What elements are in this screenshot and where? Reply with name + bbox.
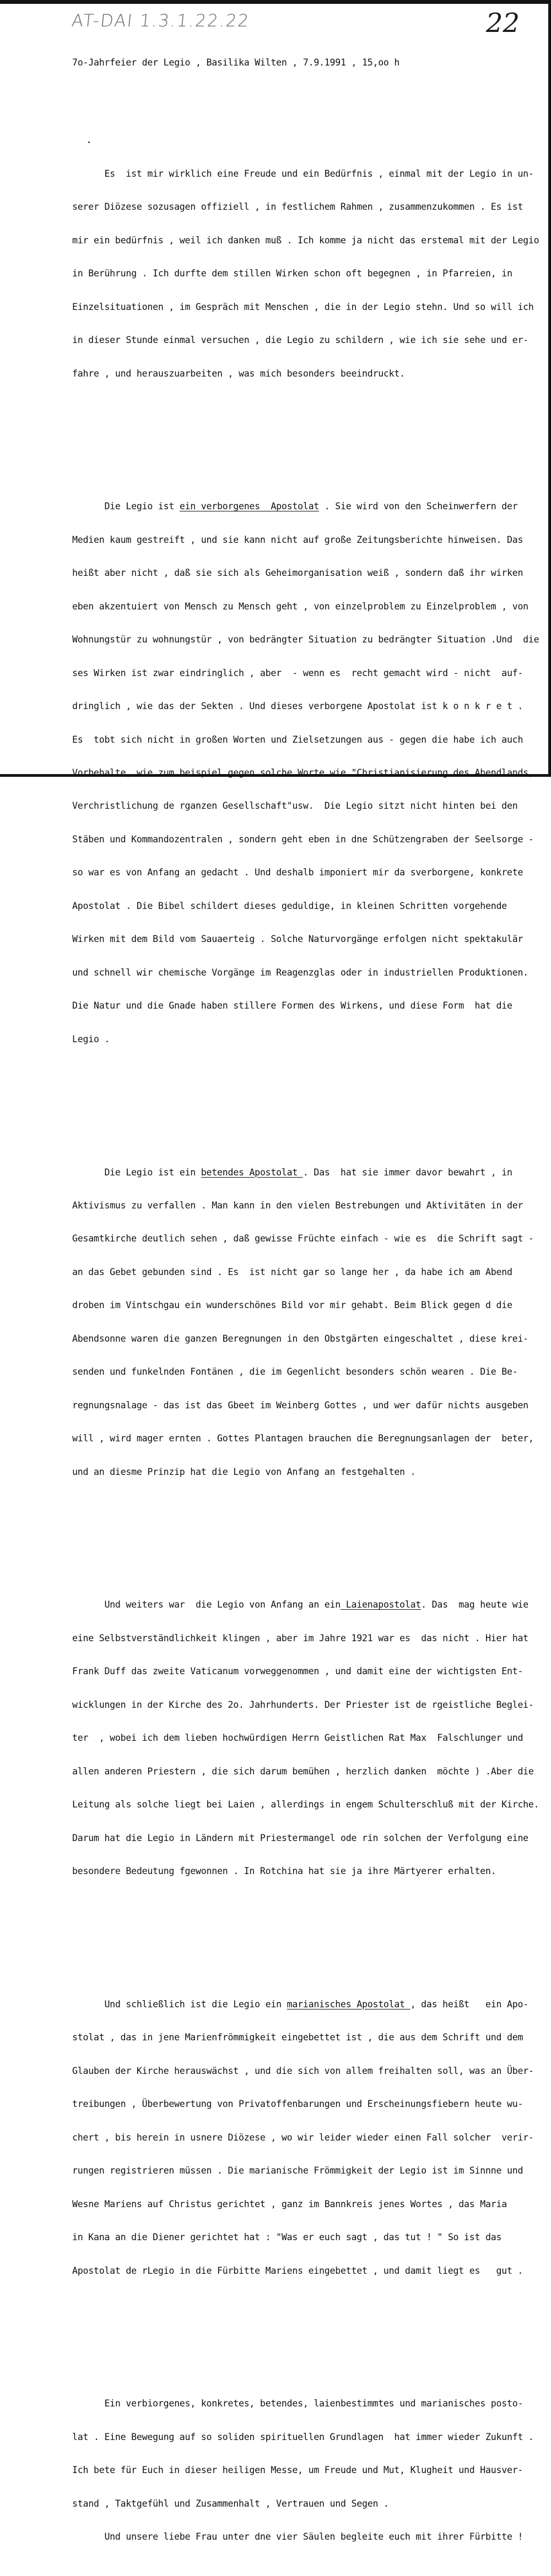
text-line: treibungen , Überbewertung von Privatoffenbarungen und Erscheinungsfiebern heute wu- [72,2099,523,2110]
text-line: Vorbehalte, wie zum beispiel gegen solche Worte wie "Christianisierung des Abendlands, [72,767,534,778]
underlined-heading: betendes Apostolat [201,1167,303,1178]
text-line: Leitung als solche liegt bei Laien , allerdings in engem Schulterschluß mit der Kirche. [72,1799,539,1810]
text-line: Aktivismus zu verfallen . Man kann in den vielen Bestrebungen und Aktivitäten in der [72,1200,523,1211]
scan-border-top [0,0,551,4]
text-line: und schnell wir chemische Vorgänge im Reagenzglas oder in industriellen Produktionen. [72,967,528,978]
paragraph-laienapostolat [72,1577,546,1899]
text-line: Es ist mir wirklich eine Freude und ein Bedürfnis , einmal mit der Legio in un- [72,168,534,179]
paragraph-marianisches-apostolat [72,1977,546,2299]
text-line: Legio . [72,1033,110,1044]
text-line: in dieser Stunde einmal versuchen , die Legio zu schildern , wie ich sie sehe und er- [72,335,528,346]
text-line: in Berührung . Ich durfte dem stillen Wirken schon oft begegnen , in Pfarreien, in [72,268,512,279]
text-line: stand , Taktgefühl und Zusammenhalt , Vertrauen und Segen . [72,2498,389,2509]
text-line: rungen registrieren müssen . Die marianische Frömmigkeit der Legio ist im Sinnne und [72,2165,523,2176]
text-line: Die Legio ist ein verborgenes Apostolat . Sie wird von den Scheinwerfern der [72,501,518,512]
text-line: serer Diözese sozusagen offiziell , in festlichem Rahmen , zusammenzukommen . Es ist [72,201,523,213]
text-line: Glauben der Kirche herauswächst , und die sich von allem freihalten soll, was an Über- [72,2065,534,2076]
text-line: Wirken mit dem Bild vom Sauaerteig . Solche Naturvorgänge erfolgen nicht spektakulär [72,934,523,945]
text-line: dringlich , wie das der Sekten . Und dieses verborgene Apostolat ist k o n k r e t . [72,701,523,712]
document-body [72,35,546,2576]
underlined-heading: Laienapostolat [341,1599,422,1610]
text-line: Und unsere liebe Frau unter dne vier Säulen begleite euch mit ihrer Fürbitte ! [72,2531,523,2542]
text-line: heißt aber nicht , daß sie sich als Geheimorganisation weiß , sondern daß ihr wirken [72,568,523,579]
text-line: droben im Vintschgau ein wunderschönes Bild vor mir gehabt. Beim Blick gegen d die [72,1300,512,1311]
text-line: Einzelsituationen , im Gespräch mit Menschen , die in der Legio stehn. Und so will ich [72,301,534,312]
text-line: eben akzentuiert von Mensch zu Mensch geht , von einzelproblem zu Einzelproblem , von [72,601,528,612]
text-line: ter , wobei ich dem lieben hochwürdigen Herrn Geistlichen Rat Max Falschlunger und [72,1733,523,1744]
text-line: in Kana an die Diener gerichtet hat : "Was er euch sagt , das tut ! " So ist das [72,2232,502,2243]
paragraph-greeting [72,146,546,401]
page-number: 22 [486,8,520,39]
text-line: chert , bis herein in usnere Diözese , wo wir leider wieder einen Fall solcher verir- [72,2132,534,2143]
text-line: senden und funkelnden Fontänen , die im Gegenlicht besonders schön wearen . Die Be- [72,1366,518,1377]
text-line: lat . Eine Bewegung auf so soliden spirituellen Grundlagen hat immer wieder Zukunft . [72,2431,534,2442]
text-line: fahre , und herauszuarbeiten , was mich besonders beeindruckt. [72,368,405,379]
text-line: Und weiters war die Legio von Anfang an ein Laienapostolat. Das mag heute wie [72,1599,528,1610]
text-line: Wesne Mariens auf Christus gerichtet , ganz im Bannkreis jenes Wortes , das Maria [72,2198,507,2209]
text-line: so war es von Anfang an gedacht . Und deshalb imponiert mir da sverborgene, konkrete [72,867,523,878]
text-line: Gesamtkirche deutlich sehen , daß gewisse Früchte einfach - wie es die Schrift sagt - [72,1233,534,1244]
text-line: ses Wirken ist zwar eindringlich , aber - wenn es recht gemacht wird - nicht auf- [72,667,523,678]
text-line: stolat , das in jene Marienfrömmigkeit eingebettet ist , die aus dem Schrift und dem [72,2032,523,2043]
text-line: Stäben und Kommandozentralen , sondern geht eben in dne Schützengraben der Seelsorge - [72,834,534,845]
text-line: besondere Bedeutung fgewonnen . In Rotchina hat sie ja ihre Märtyerer erhalten. [72,1866,496,1877]
text-line: Abendsonne waren die ganzen Beregnungen in den Obstgärten eingeschaltet , diese krei- [72,1333,528,1344]
text-line: Und schließlich ist die Legio ein marianisches Apostolat , das heißt ein Apo- [72,1998,528,2009]
text-line: Frank Duff das zweite Vaticanum vorweggenommen , und damit eine der wichtigsten Ent- [72,1666,523,1677]
text-line: will , wird mager ernten . Gottes Plantagen brauchen die Beregnungsanlagen der beter, [72,1433,534,1444]
text-line: an das Gebet gebunden sind . Es ist nicht gar so lange her , da habe ich am Abend [72,1266,512,1277]
text-line: Medien kaum gestreift , und sie kann nicht auf große Zeitungsberichte hinweisen. Das [72,534,523,545]
paragraph-closing [72,2376,546,2565]
paragraph-verborgenes-apostolat [72,479,546,1067]
text-line: Apostolat . Die Bibel schildert dieses geduldige, in kleinen Schritten vorgehende [72,900,507,911]
text-line: wicklungen in der Kirche des 2o. Jahrhunderts. Der Priester ist de rgeistliche Beglei- [72,1699,534,1710]
text-line: Apostolat de rLegio in die Fürbitte Mariens eingebettet , und damit liegt es gut . [72,2265,523,2276]
scan-border-right [548,0,551,777]
text-line: eine Selbstverständlichkeit klingen , aber im Jahre 1921 war es das nicht . Hier hat [72,1632,528,1643]
text-line: Die Natur und die Gnade haben stillere Formen des Wirkens, und diese Form hat die [72,1000,512,1011]
text-line: Die Legio ist ein betendes Apostolat . Das hat sie immer davor bewahrt , in [72,1167,512,1178]
underlined-heading: ein verborgenes Apostolat [179,501,320,512]
text-line: allen anderen Priestern , die sich darum bemühen , herzlich danken möchte ) .Aber die [72,1766,534,1777]
text-line: mir ein bedürfnis , weil ich danken muß . Ich komme ja nicht das erstemal mit der Legio [72,235,539,246]
text-line: und an diesme Prinzip hat die Legio von Anfang an festgehalten . [72,1466,416,1477]
underlined-heading: marianisches Apostolat [287,1998,410,2009]
text-line: regnungsnalage - das ist das Gbeet im Weinberg Gottes , und wer dafür nichts ausgeben [72,1399,528,1410]
paragraph-betendes-apostolat [72,1145,546,1500]
text-line: Ich bete für Euch in dieser heiligen Messe, um Freude und Mut, Klugheit und Hausver- [72,2465,523,2476]
text-line: Wohnungstür zu wohnungstür , von bedrängter Situation zu bedrängter Situation .Und die [72,634,539,645]
text-line: Es tobt sich nicht in großen Worten und Zielsetzungen aus - gegen die habe ich auch [72,734,523,745]
document-title: 7o-Jahrfeier der Legio , Basilika Wilten , 7.9.1991 , 15,oo h [72,57,400,68]
text-line: Verchristlichung de rganzen Gesellschaft"usw. Die Legio sitzt nicht hinten bei den [72,800,518,812]
archive-signature: AT-DAI 1.3.1.22.22 [71,11,251,31]
text-line: Darum hat die Legio in Ländern mit Priestermangel ode rin solchen der Verfolgung eine [72,1832,528,1843]
text-line: Ein verbiorgenes, konkretes, betendes, laienbestimmtes und marianisches posto- [72,2398,523,2409]
